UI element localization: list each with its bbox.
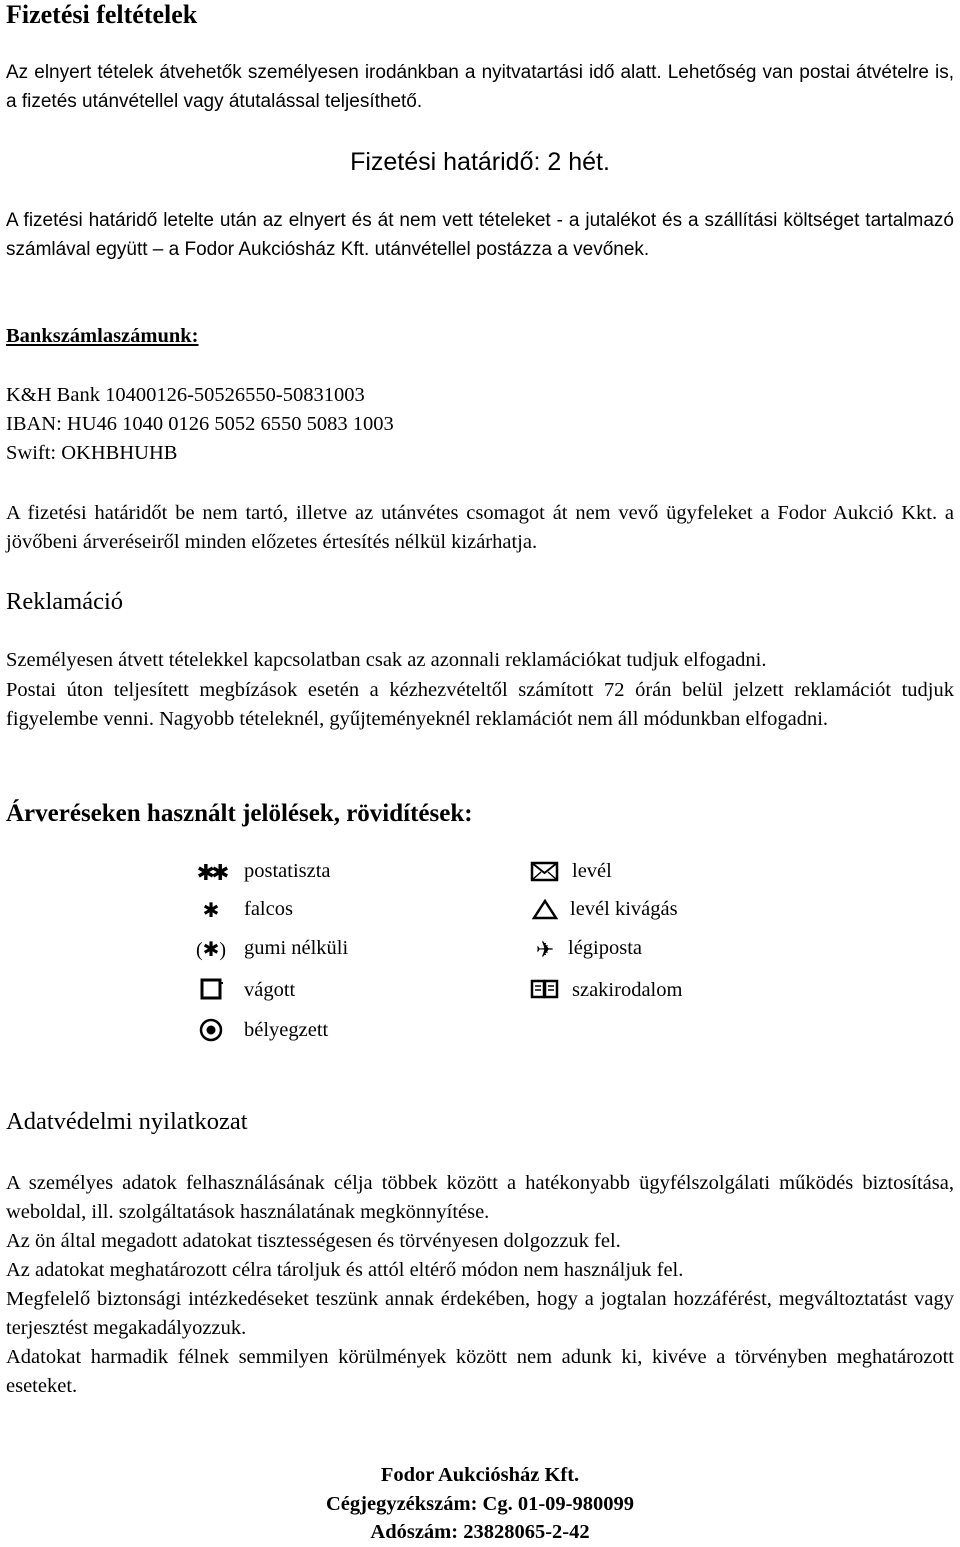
- privacy-paragraph-2: Az ön által megadott adatokat tisztességesen és törvényesen dolgozzuk fel.: [6, 1230, 621, 1252]
- symbol-label: légiposta: [568, 937, 643, 959]
- symbol-label: falcos: [244, 898, 293, 920]
- envelope-icon: [530, 860, 560, 890]
- privacy-paragraph-4: Megfelelő biztonsági intézkedéseket teszünk annak érdekében, hogy a jogtalan hozzáférést, megváltoztatást vagy terjesztést megakadályozzuk.: [6, 1288, 954, 1339]
- symbol-label: szakirodalom: [572, 979, 683, 1001]
- symbol-label: gumi nélküli: [244, 937, 349, 959]
- bank-account-line: K&H Bank 10400126-50526550-50831003: [6, 384, 365, 406]
- symbol-label: levél kivágás: [570, 898, 678, 920]
- circled-dot-icon: [196, 1017, 226, 1051]
- payment-intro: Az elnyert tételek átvehetők személyesen irodánkban a nyitvatartási idő alatt. Lehetőség van postai átvételre is, a fizetés utánvétellel vagy átutalással teljesíthető.: [6, 62, 954, 112]
- privacy-paragraph-5: Adatokat harmadik félnek semmilyen körülmények között nem adunk ki, kivéve a törvényben meghatározott eseteket.: [6, 1346, 954, 1397]
- bank-heading: Bankszámlaszámunk:: [6, 325, 199, 347]
- privacy-title: Adatvédelmi nyilatkozat: [6, 1108, 248, 1135]
- airplane-icon: ✈: [535, 937, 555, 962]
- footer-company: Fodor Aukciósház Kft.: [380, 1464, 580, 1486]
- symbols-title: Árveréseken használt jelölések, rövidítések:: [6, 800, 473, 827]
- parenthesized-asterisk-icon: (✱): [196, 939, 227, 961]
- payment-after-deadline: A fizetési határidő letelte után az elnyert és át nem vett tételeket - a jutalékot és a szállítási költséget tartalmazó számlával együtt – a Fodor Aukciósház Kft. utánvétellel postázza a vevőnek.: [6, 210, 954, 260]
- payment-deadline: Fizetési határidő: 2 hét.: [350, 148, 610, 176]
- symbol-label: levél: [572, 860, 612, 882]
- privacy-paragraph-1: A személyes adatok felhasználásának célja többek között a hatékonyabb ügyfélszolgálati működés biztosítása, weboldal, ill. szolgáltatások használatának megkönnyítése.: [6, 1172, 954, 1223]
- square-icon: [196, 977, 226, 1009]
- asterisk-icon: ✱: [202, 900, 220, 922]
- symbol-label: postatiszta: [244, 860, 331, 882]
- bank-iban-line: IBAN: HU46 1040 0126 5052 6550 5083 1003: [6, 413, 394, 435]
- payment-title: Fizetési feltételek: [6, 0, 198, 29]
- symbol-label: bélyegzett: [244, 1019, 329, 1041]
- privacy-paragraph-3: Az adatokat meghatározott célra tároljuk és attól eltérő módon nem használjuk fel.: [6, 1259, 684, 1281]
- bank-swift-line: Swift: OKHBHUHB: [6, 442, 178, 464]
- complaint-title: Reklamáció: [6, 588, 124, 615]
- complaint-paragraph-2: Postai úton teljesített megbízások esetén a kézhezvételtől számított 72 órán belül jelzett reklamációt tudjuk figyelembe venni. Nagyobb tételeknél, gyűjteményeknél reklamációt nem áll módunkban elfogadni.: [6, 679, 954, 730]
- footer-registry: Cégjegyzékszám: Cg. 01-09-980099: [326, 1493, 634, 1515]
- footer-tax-number: Adószám: 23828065-2-42: [370, 1521, 590, 1543]
- complaint-paragraph-1: Személyesen átvett tételekkel kapcsolatban csak az azonnali reklamációkat tudjuk elfogadni.: [6, 649, 767, 671]
- triangle-icon: [530, 898, 560, 928]
- book-icon: [530, 977, 560, 1007]
- double-asterisk-icon: ✱✱: [196, 860, 226, 885]
- bank-note: A fizetési határidőt be nem tartó, illetve az utánvétes csomagot át nem vevő ügyfeleket a Fodor Aukció Kkt. a jövőbeni árveréseiről minden előzetes értesítés nélkül kizárhatja.: [6, 502, 954, 553]
- symbol-label: vágott: [244, 979, 296, 1001]
